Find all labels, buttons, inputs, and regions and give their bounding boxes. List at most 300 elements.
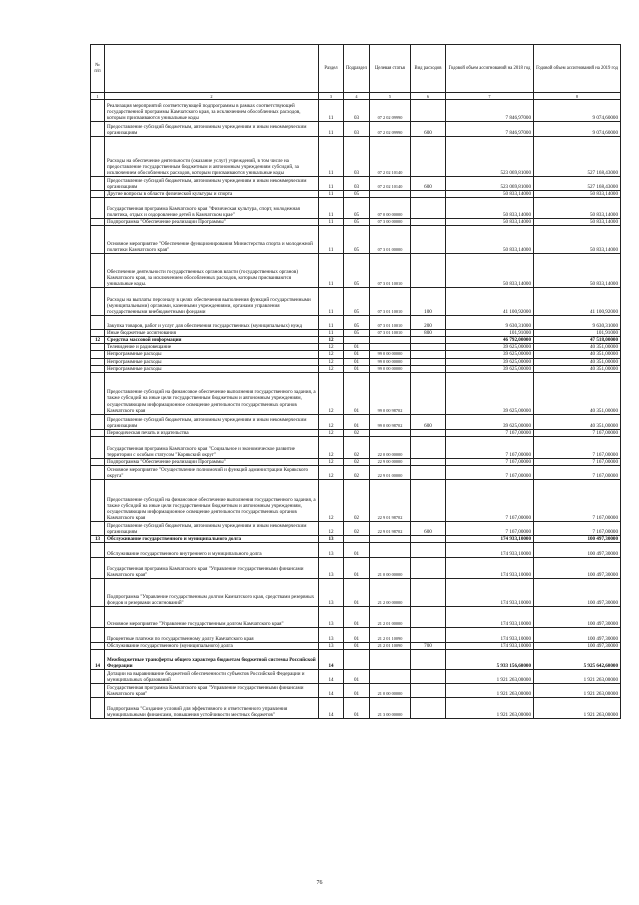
row-podrazdel: 02 [344,436,370,458]
row-expense-type: 600 [411,177,446,191]
table-row [91,330,621,337]
table-row [91,177,621,191]
table-row [91,316,621,330]
row-expense-type: 800 [411,330,446,337]
row-amount-2019: 1 921 263,00000 [534,670,621,684]
row-razdel: 12 [319,358,344,365]
row-name: Обслуживание государственного (муниципального) долга [105,643,319,650]
table-row [91,219,621,226]
row-razdel: 13 [319,535,344,542]
row-podrazdel: 03 [344,137,370,177]
row-podrazdel [344,650,370,670]
row-number [91,122,105,137]
row-amount-2018: 1 921 263,00000 [446,684,534,698]
row-podrazdel: 01 [344,365,370,372]
row-target-article: 07 2 02 09990 [370,122,411,137]
table-row [91,414,621,429]
header-target-article: Целевая статья [370,45,411,93]
row-number [91,579,105,607]
row-number [91,316,105,330]
row-name: Периодическая печать и издательства [105,429,319,436]
row-podrazdel: 05 [344,288,370,316]
row-amount-2018: 523 069,81000 [446,177,534,191]
table-body [91,100,621,719]
table-row [91,607,621,628]
row-amount-2019: 1 921 263,00000 [534,698,621,719]
row-podrazdel: 01 [344,670,370,684]
row-target-article: 21 3 00 00000 [370,698,411,719]
row-expense-type [411,100,446,122]
row-podrazdel: 02 [344,521,370,535]
row-target-article: 07 3 01 00000 [370,226,411,254]
row-amount-2019: 50 833,14000 [534,219,621,226]
row-amount-2019: 100 497,30000 [534,607,621,628]
row-number [91,358,105,365]
table-row [91,198,621,219]
row-target-article: 21 0 00 00000 [370,684,411,698]
header-expense-type: Вид расходов [411,45,446,93]
row-number [91,372,105,414]
row-name: Государственная программа Камчатского края "Управление государственными финансами Камчатского края" [105,684,319,698]
row-number [91,465,105,479]
row-amount-2019: 527 168,43000 [534,137,621,177]
budget-table-page [90,44,620,719]
row-amount-2019: 7 167,00000 [534,436,621,458]
table-row [91,558,621,579]
table-row [91,479,621,521]
header-podrazdel: Подраздел [344,45,370,93]
row-razdel: 12 [319,365,344,372]
row-target-article [370,429,411,436]
row-expense-type [411,219,446,226]
row-amount-2019: 50 833,14000 [534,198,621,219]
row-razdel: 11 [319,100,344,122]
row-target-article: 22 9 01 98702 [370,521,411,535]
row-amount-2019: 40 351,00000 [534,344,621,351]
row-podrazdel: 01 [344,351,370,358]
row-podrazdel: 05 [344,330,370,337]
table-row [91,137,621,177]
row-amount-2018: 41 100,92000 [446,288,534,316]
row-amount-2019: 7 167,00000 [534,479,621,521]
row-podrazdel: 05 [344,219,370,226]
row-expense-type: 700 [411,643,446,650]
header-2018: Годовой объем ассигнований на 2018 год [446,45,534,93]
row-amount-2018: 101,91000 [446,330,534,337]
row-podrazdel: 01 [344,579,370,607]
row-podrazdel: 01 [344,643,370,650]
table-row [91,628,621,643]
row-amount-2018: 50 833,14000 [446,198,534,219]
row-name: Телевидение и радиовещание [105,344,319,351]
row-podrazdel: 01 [344,628,370,643]
row-amount-2019: 100 497,30000 [534,643,621,650]
row-name: Предоставление субсидий бюджетным, автономным учреждениям и иным некоммерческим организациям [105,521,319,535]
row-name: Государственная программа Камчатского края "Управление государственными финансами Камчатского края" [105,558,319,579]
row-expense-type: 600 [411,414,446,429]
row-name: Обеспечение деятельности государственных органов власти (государственных органов) Камчатского края, за исключением обособленных расходов, которым присваиваются уникальные коды. [105,254,319,288]
row-name: Предоставление субсидий бюджетным, автономным учреждениям и иным некоммерческим организациям [105,414,319,429]
row-razdel: 12 [319,436,344,458]
table-row [91,543,621,558]
row-name: Расходы на обеспечение деятельности (оказание услуг) учреждений, в том числе на предоставление государственным бюджетным и автономным учреждениям субсидий, за исключением обособленных расходов, которым присваиваются уникальные коды [105,137,319,177]
row-podrazdel: 05 [344,316,370,330]
row-name: Другие вопросы в области физической культуры и спорта [105,191,319,198]
row-name: Непрограммные расходы [105,365,319,372]
row-expense-type [411,650,446,670]
row-amount-2019: 1 921 263,00000 [534,684,621,698]
row-expense-type [411,558,446,579]
row-number [91,521,105,535]
row-podrazdel: 05 [344,226,370,254]
row-razdel: 14 [319,684,344,698]
row-amount-2019: 527 168,43000 [534,177,621,191]
row-name: Государственная программа Камчатского края "Физическая культура, спорт, молодежная политика, отдых и оздоровление детей в Камчатском крае" [105,198,319,219]
row-expense-type [411,358,446,365]
row-number [91,351,105,358]
row-razdel: 11 [319,137,344,177]
header-row [91,45,621,93]
row-podrazdel [344,535,370,542]
row-expense-type [411,372,446,414]
row-podrazdel: 01 [344,344,370,351]
row-target-article: 22 9 00 00000 [370,458,411,465]
row-expense-type: 200 [411,316,446,330]
row-razdel: 11 [319,288,344,316]
row-name: Межбюджетные трансферты общего характера бюджетам бюджетной системы Российской Федерации [105,650,319,670]
row-amount-2019: 9 630,31000 [534,316,621,330]
row-number [91,643,105,650]
table-row [91,358,621,365]
row-razdel: 14 [319,670,344,684]
row-name: Подпрограмма "Обеспечение реализации Программы" [105,458,319,465]
row-name: Основное мероприятие "Управление государственным долгом Камчатского края" [105,607,319,628]
row-number [91,226,105,254]
colnum: 3 [319,93,344,100]
row-target-article: 21 0 00 00000 [370,558,411,579]
row-razdel: 12 [319,344,344,351]
row-amount-2018: 39 625,00000 [446,414,534,429]
table-row [91,372,621,414]
row-expense-type [411,670,446,684]
row-expense-type [411,479,446,521]
row-number [91,429,105,436]
row-expense-type [411,226,446,254]
table-row [91,643,621,650]
row-name: Непрограммные расходы [105,358,319,365]
row-podrazdel: 03 [344,100,370,122]
row-number [91,607,105,628]
row-razdel: 12 [319,521,344,535]
row-number [91,684,105,698]
row-expense-type [411,535,446,542]
row-expense-type [411,344,446,351]
row-razdel: 13 [319,579,344,607]
row-expense-type [411,543,446,558]
table-row [91,436,621,458]
table-row [91,288,621,316]
row-target-article: 07 2 02 10140 [370,137,411,177]
row-target-article [370,344,411,351]
row-target-article: 07 3 01 10010 [370,316,411,330]
row-podrazdel: 05 [344,191,370,198]
row-razdel: 11 [319,177,344,191]
row-amount-2018: 7 167,00000 [446,479,534,521]
row-name: Предоставление субсидий на финансовое обеспечение выполнения государственного задания, а также субсидий на иные цели государственным бюджетным и автономным учреждениям, осуществляющим информационное освещение деятельности государственных органов Камчатского края [105,479,319,521]
row-razdel: 11 [319,198,344,219]
row-amount-2019: 41 100,92000 [534,288,621,316]
row-podrazdel: 05 [344,254,370,288]
row-razdel: 12 [319,351,344,358]
row-expense-type [411,351,446,358]
row-target-article: 22 9 01 00000 [370,465,411,479]
row-name: Подпрограмма "Обеспечение реализации Программы" [105,219,319,226]
row-razdel: 11 [319,316,344,330]
row-amount-2018: 5 933 156,60000 [446,650,534,670]
table-row [91,191,621,198]
row-name: Обслуживание государственного и муниципального долга [105,535,319,542]
row-target-article: 22 0 00 00000 [370,436,411,458]
colnum: 5 [370,93,411,100]
row-amount-2019: 50 833,14000 [534,191,621,198]
table-row [91,337,621,344]
row-razdel: 11 [319,191,344,198]
row-target-article [370,535,411,542]
row-target-article: 21 2 01 00000 [370,607,411,628]
row-name: Подпрограмма "Управление государственным долгом Камчатского края, средствами резервных фондов и резервами ассигнований" [105,579,319,607]
table-row [91,100,621,122]
header-razdel: Раздел [319,45,344,93]
table-row [91,351,621,358]
row-number [91,177,105,191]
row-amount-2018: 39 625,00000 [446,344,534,351]
row-target-article: 07 0 00 00000 [370,198,411,219]
table-row [91,458,621,465]
row-target-article [370,543,411,558]
row-target-article: 99 0 00 98702 [370,372,411,414]
row-expense-type: 100 [411,288,446,316]
row-razdel: 11 [319,219,344,226]
row-amount-2019: 40 351,00000 [534,351,621,358]
table-row [91,344,621,351]
row-number [91,479,105,521]
row-number [91,670,105,684]
row-razdel: 13 [319,558,344,579]
table-row [91,429,621,436]
budget-table [90,44,621,719]
row-number [91,628,105,643]
row-amount-2018: 174 933,10000 [446,628,534,643]
colnum: 1 [91,93,105,100]
row-razdel: 11 [319,226,344,254]
row-expense-type [411,254,446,288]
row-amount-2018: 7 846,97000 [446,122,534,137]
row-amount-2019: 7 167,00000 [534,458,621,465]
row-amount-2018: 50 833,14000 [446,226,534,254]
row-name: Дотации на выравнивание бюджетной обеспеченности субъектов Российской Федерации и муниципальных образований [105,670,319,684]
row-podrazdel: 02 [344,479,370,521]
row-number: 14 [91,650,105,670]
row-razdel: 12 [319,429,344,436]
row-number: 13 [91,535,105,542]
row-name: Обслуживание государственного внутреннего и муниципального долга [105,543,319,558]
row-name: Закупка товаров, работ и услуг для обеспечения государственных (муниципальных) нужд [105,316,319,330]
row-number [91,198,105,219]
row-number [91,698,105,719]
row-razdel: 13 [319,607,344,628]
row-amount-2019: 100 497,30000 [534,535,621,542]
row-target-article: 21 2 00 00000 [370,579,411,607]
row-number [91,365,105,372]
row-podrazdel: 02 [344,429,370,436]
row-razdel: 13 [319,643,344,650]
row-amount-2018: 7 846,97000 [446,100,534,122]
row-amount-2018: 7 167,00000 [446,458,534,465]
row-amount-2019: 50 833,14000 [534,254,621,288]
row-podrazdel: 02 [344,465,370,479]
row-amount-2019: 47 518,00000 [534,337,621,344]
row-target-article: 07 3 01 10010 [370,254,411,288]
row-name: Реализация мероприятий соответствующей подпрограммы в рамках соответствующей государственной программы Камчатского края, за исключением обособленных расходов, которым присваиваются уникальные коды [105,100,319,122]
row-number [91,219,105,226]
row-number [91,254,105,288]
row-name: Государственная программа Камчатского края "Социальное и экономическое развитие территории с особым статусом "Корякский округ" [105,436,319,458]
row-amount-2019: 100 497,30000 [534,558,621,579]
row-number [91,458,105,465]
table-row [91,226,621,254]
row-name: Основное мероприятие "Обеспечение функционирования Министерства спорта и молодежной политики Камчатского края" [105,226,319,254]
row-target-article: 07 3 01 10010 [370,288,411,316]
row-name: Процентные платежи по государственному долгу Камчатского края [105,628,319,643]
row-amount-2018: 174 933,10000 [446,579,534,607]
row-target-article [370,670,411,684]
row-amount-2019: 7 167,00000 [534,465,621,479]
row-amount-2019: 7 167,00000 [534,429,621,436]
row-name: Иные бюджетные ассигнования [105,330,319,337]
row-podrazdel: 01 [344,684,370,698]
row-podrazdel: 01 [344,358,370,365]
row-expense-type: 600 [411,521,446,535]
row-number [91,137,105,177]
row-amount-2018: 7 167,00000 [446,436,534,458]
row-amount-2018: 50 833,14000 [446,191,534,198]
row-expense-type [411,337,446,344]
row-razdel: 12 [319,372,344,414]
row-amount-2018: 174 933,10000 [446,543,534,558]
row-amount-2019: 40 351,00000 [534,414,621,429]
row-amount-2019: 9 074,60000 [534,122,621,137]
row-expense-type [411,137,446,177]
row-target-article: 07 3 01 10010 [370,330,411,337]
row-name: Расходы на выплаты персоналу в целях обеспечения выполнения функций государственными (муниципальными) органами, казенными учреждениями, органами управления государственными внебюджетными фондами [105,288,319,316]
row-amount-2019: 100 497,30000 [534,543,621,558]
row-amount-2019: 100 497,30000 [534,628,621,643]
row-podrazdel: 03 [344,177,370,191]
row-expense-type [411,579,446,607]
row-target-article: 07 3 00 00000 [370,219,411,226]
row-expense-type [411,607,446,628]
row-razdel: 12 [319,479,344,521]
row-expense-type [411,365,446,372]
row-amount-2018: 50 833,14000 [446,219,534,226]
page-number: 76 [316,880,323,886]
row-name: Предоставление субсидий на финансовое обеспечение выполнения государственного задания, а также субсидий на иные цели государственным бюджетным и автономным учреждениям, осуществляющим информационное освещение деятельности государственных органов Камчатского края [105,372,319,414]
table-row [91,579,621,607]
row-amount-2018: 1 921 263,00000 [446,698,534,719]
row-number [91,543,105,558]
row-target-article: 22 9 01 98702 [370,479,411,521]
row-razdel: 11 [319,330,344,337]
row-amount-2019: 101,91000 [534,330,621,337]
table-row [91,365,621,372]
row-name: Предоставление субсидий бюджетным, автономным учреждениям и иным некоммерческим организациям [105,177,319,191]
row-target-article [370,191,411,198]
row-target-article [370,337,411,344]
row-podrazdel: 02 [344,458,370,465]
row-razdel: 12 [319,337,344,344]
row-target-article: 07 2 02 09990 [370,100,411,122]
colnum: 6 [411,93,446,100]
row-razdel: 13 [319,543,344,558]
row-number [91,100,105,122]
row-target-article: 21 2 01 10090 [370,643,411,650]
row-amount-2018: 523 069,81000 [446,137,534,177]
row-number [91,414,105,429]
row-amount-2018: 39 625,00000 [446,365,534,372]
row-amount-2018: 9 630,31000 [446,316,534,330]
header-name [105,45,319,93]
row-number [91,330,105,337]
row-number [91,288,105,316]
table-row [91,535,621,542]
row-razdel: 14 [319,698,344,719]
row-target-article: 07 2 02 10140 [370,177,411,191]
row-razdel: 14 [319,650,344,670]
row-expense-type: 600 [411,122,446,137]
row-amount-2019: 7 167,00000 [534,521,621,535]
table-row [91,465,621,479]
row-number [91,558,105,579]
row-amount-2019: 40 351,00000 [534,358,621,365]
row-amount-2018: 39 625,00000 [446,351,534,358]
table-row [91,122,621,137]
row-number [91,191,105,198]
row-podrazdel: 01 [344,414,370,429]
row-amount-2018: 7 167,00000 [446,465,534,479]
row-expense-type [411,465,446,479]
row-podrazdel: 01 [344,698,370,719]
row-number [91,436,105,458]
row-expense-type [411,191,446,198]
row-razdel: 11 [319,254,344,288]
row-expense-type [411,198,446,219]
table-row [91,670,621,684]
row-name: Предоставление субсидий бюджетным, автономным учреждениям и иным некоммерческим организациям [105,122,319,137]
row-amount-2018: 7 167,00000 [446,429,534,436]
colnum: 8 [534,93,621,100]
row-name: Основное мероприятие "Осуществление полномочий и функций администрации Корякского округа" [105,465,319,479]
row-expense-type [411,628,446,643]
row-amount-2018: 174 933,10000 [446,535,534,542]
colnum: 7 [446,93,534,100]
row-podrazdel: 01 [344,607,370,628]
row-amount-2019: 40 351,00000 [534,365,621,372]
colnum: 4 [344,93,370,100]
row-target-article [370,650,411,670]
row-amount-2018: 174 933,10000 [446,643,534,650]
table-row [91,698,621,719]
row-target-article: 21 2 01 10090 [370,628,411,643]
